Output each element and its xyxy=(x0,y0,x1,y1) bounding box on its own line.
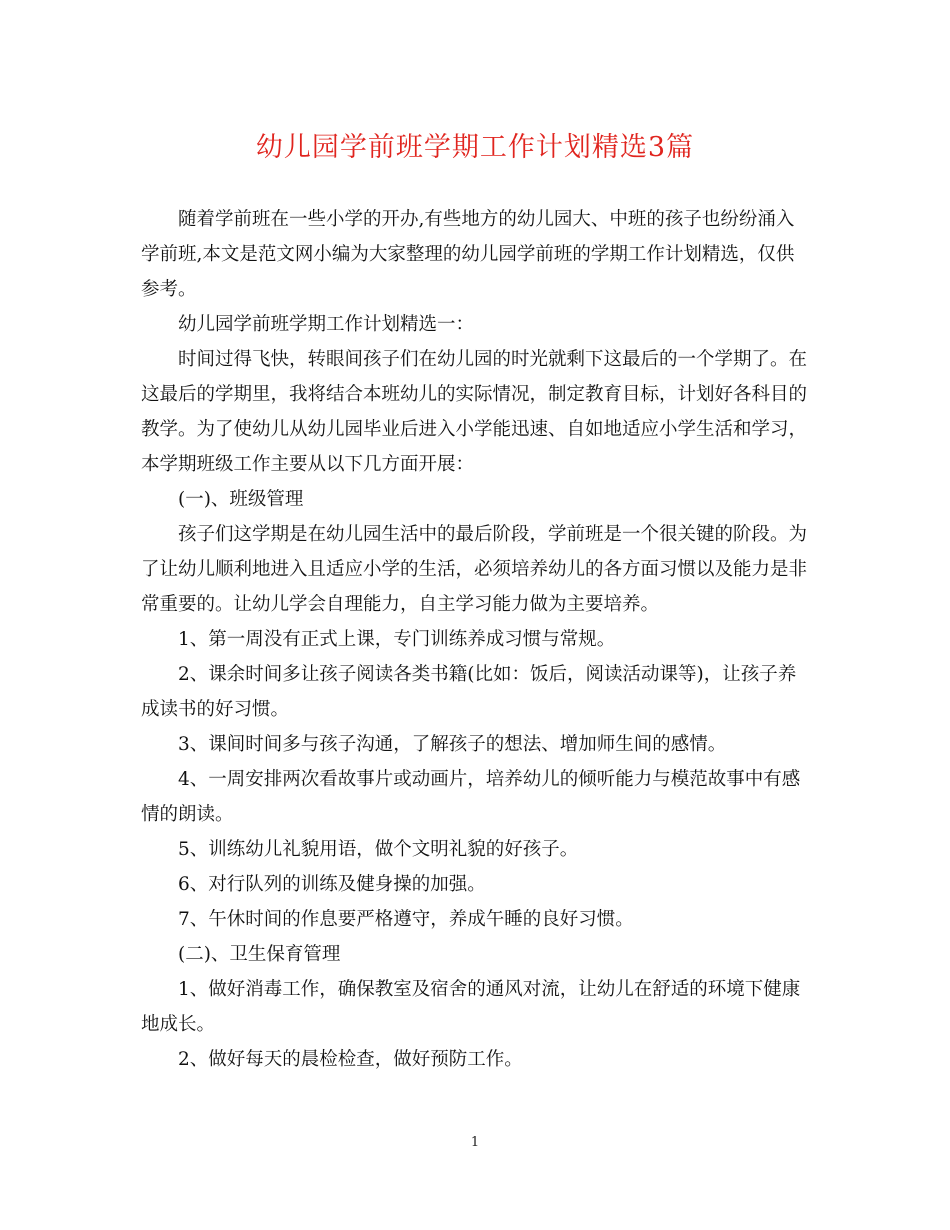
paragraph xyxy=(141,202,809,307)
paragraph xyxy=(141,832,809,867)
paragraph xyxy=(141,622,809,657)
paragraph-line: 这最后的学期里，我将结合本班幼儿的实际情况，制定教育目标，计划好各科目的 xyxy=(141,384,808,405)
document-body xyxy=(141,202,809,1077)
paragraph-line: 4、一周安排两次看故事片或动画片，培养幼儿的倾听能力与模范故事中有感 xyxy=(178,769,801,790)
paragraph-line: 5、训练幼儿礼貌用语，做个文明礼貌的好孩子。 xyxy=(178,839,579,860)
paragraph-line: 孩子们这学期是在幼儿园生活中的最后阶段，学前班是一个很关键的阶段。为 xyxy=(178,524,808,545)
paragraph-line: 教学。为了使幼儿从幼儿园毕业后进入小学能迅速、自如地适应小学生活和学习， xyxy=(141,419,808,440)
paragraph xyxy=(141,1042,809,1077)
paragraph-line: (一)、班级管理 xyxy=(178,489,304,510)
paragraph xyxy=(141,937,809,972)
paragraph xyxy=(141,727,809,762)
paragraph-line: 7、午休时间的作息要严格遵守，养成午睡的良好习惯。 xyxy=(178,909,634,930)
paragraph xyxy=(141,307,809,342)
paragraph xyxy=(141,867,809,902)
paragraph-line: 1、做好消毒工作，确保教室及宿舍的通风对流，让幼儿在舒适的环境下健康 xyxy=(178,979,801,1000)
paragraph-line: 学前班,本文是范文网小编为大家整理的幼儿园学前班的学期工作计划精选，仅供 xyxy=(141,244,795,265)
paragraph xyxy=(141,972,809,1042)
paragraph-line: 2、课余时间多让孩子阅读各类书籍(比如：饭后，阅读活动课等)，让孩子养 xyxy=(178,664,797,685)
paragraph xyxy=(141,482,809,517)
paragraph xyxy=(141,342,809,482)
paragraph xyxy=(141,517,809,622)
paragraph-line: 成读书的好习惯。 xyxy=(141,699,290,720)
paragraph-line: 参考。 xyxy=(141,279,197,300)
paragraph-line: 常重要的。让幼儿学会自理能力，自主学习能力做为主要培养。 xyxy=(141,594,660,615)
paragraph xyxy=(141,902,809,937)
document-title: 幼儿园学前班学期工作计划精选3篇 xyxy=(255,132,695,163)
paragraph xyxy=(141,657,809,727)
paragraph-line: 地成长。 xyxy=(141,1014,216,1035)
paragraph-line: 1、第一周没有正式上课，专门训练养成习惯与常规。 xyxy=(178,629,616,650)
paragraph xyxy=(141,762,809,832)
paragraph-line: 2、做好每天的晨检检查，做好预防工作。 xyxy=(178,1049,523,1070)
paragraph-line: 3、课间时间多与孩子沟通，了解孩子的想法、增加师生间的感情。 xyxy=(178,734,727,755)
page-number: 1 xyxy=(470,1135,480,1150)
paragraph-line: 了让幼儿顺利地进入且适应小学的生活，必须培养幼儿的各方面习惯以及能力是非 xyxy=(141,559,808,580)
paragraph-line: 幼儿园学前班学期工作计划精选一： xyxy=(178,314,475,335)
paragraph-line: (二)、卫生保育管理 xyxy=(178,944,341,965)
paragraph-line: 随着学前班在一些小学的开办,有些地方的幼儿园大、中班的孩子也纷纷涌入 xyxy=(178,209,795,230)
paragraph-line: 本学期班级工作主要从以下几方面开展： xyxy=(141,454,475,475)
paragraph-line: 情的朗读。 xyxy=(141,804,234,825)
paragraph-line: 6、对行队列的训练及健身操的加强。 xyxy=(178,874,486,895)
paragraph-line: 时间过得飞快，转眼间孩子们在幼儿园的时光就剩下这最后的一个学期了。在 xyxy=(178,349,808,370)
